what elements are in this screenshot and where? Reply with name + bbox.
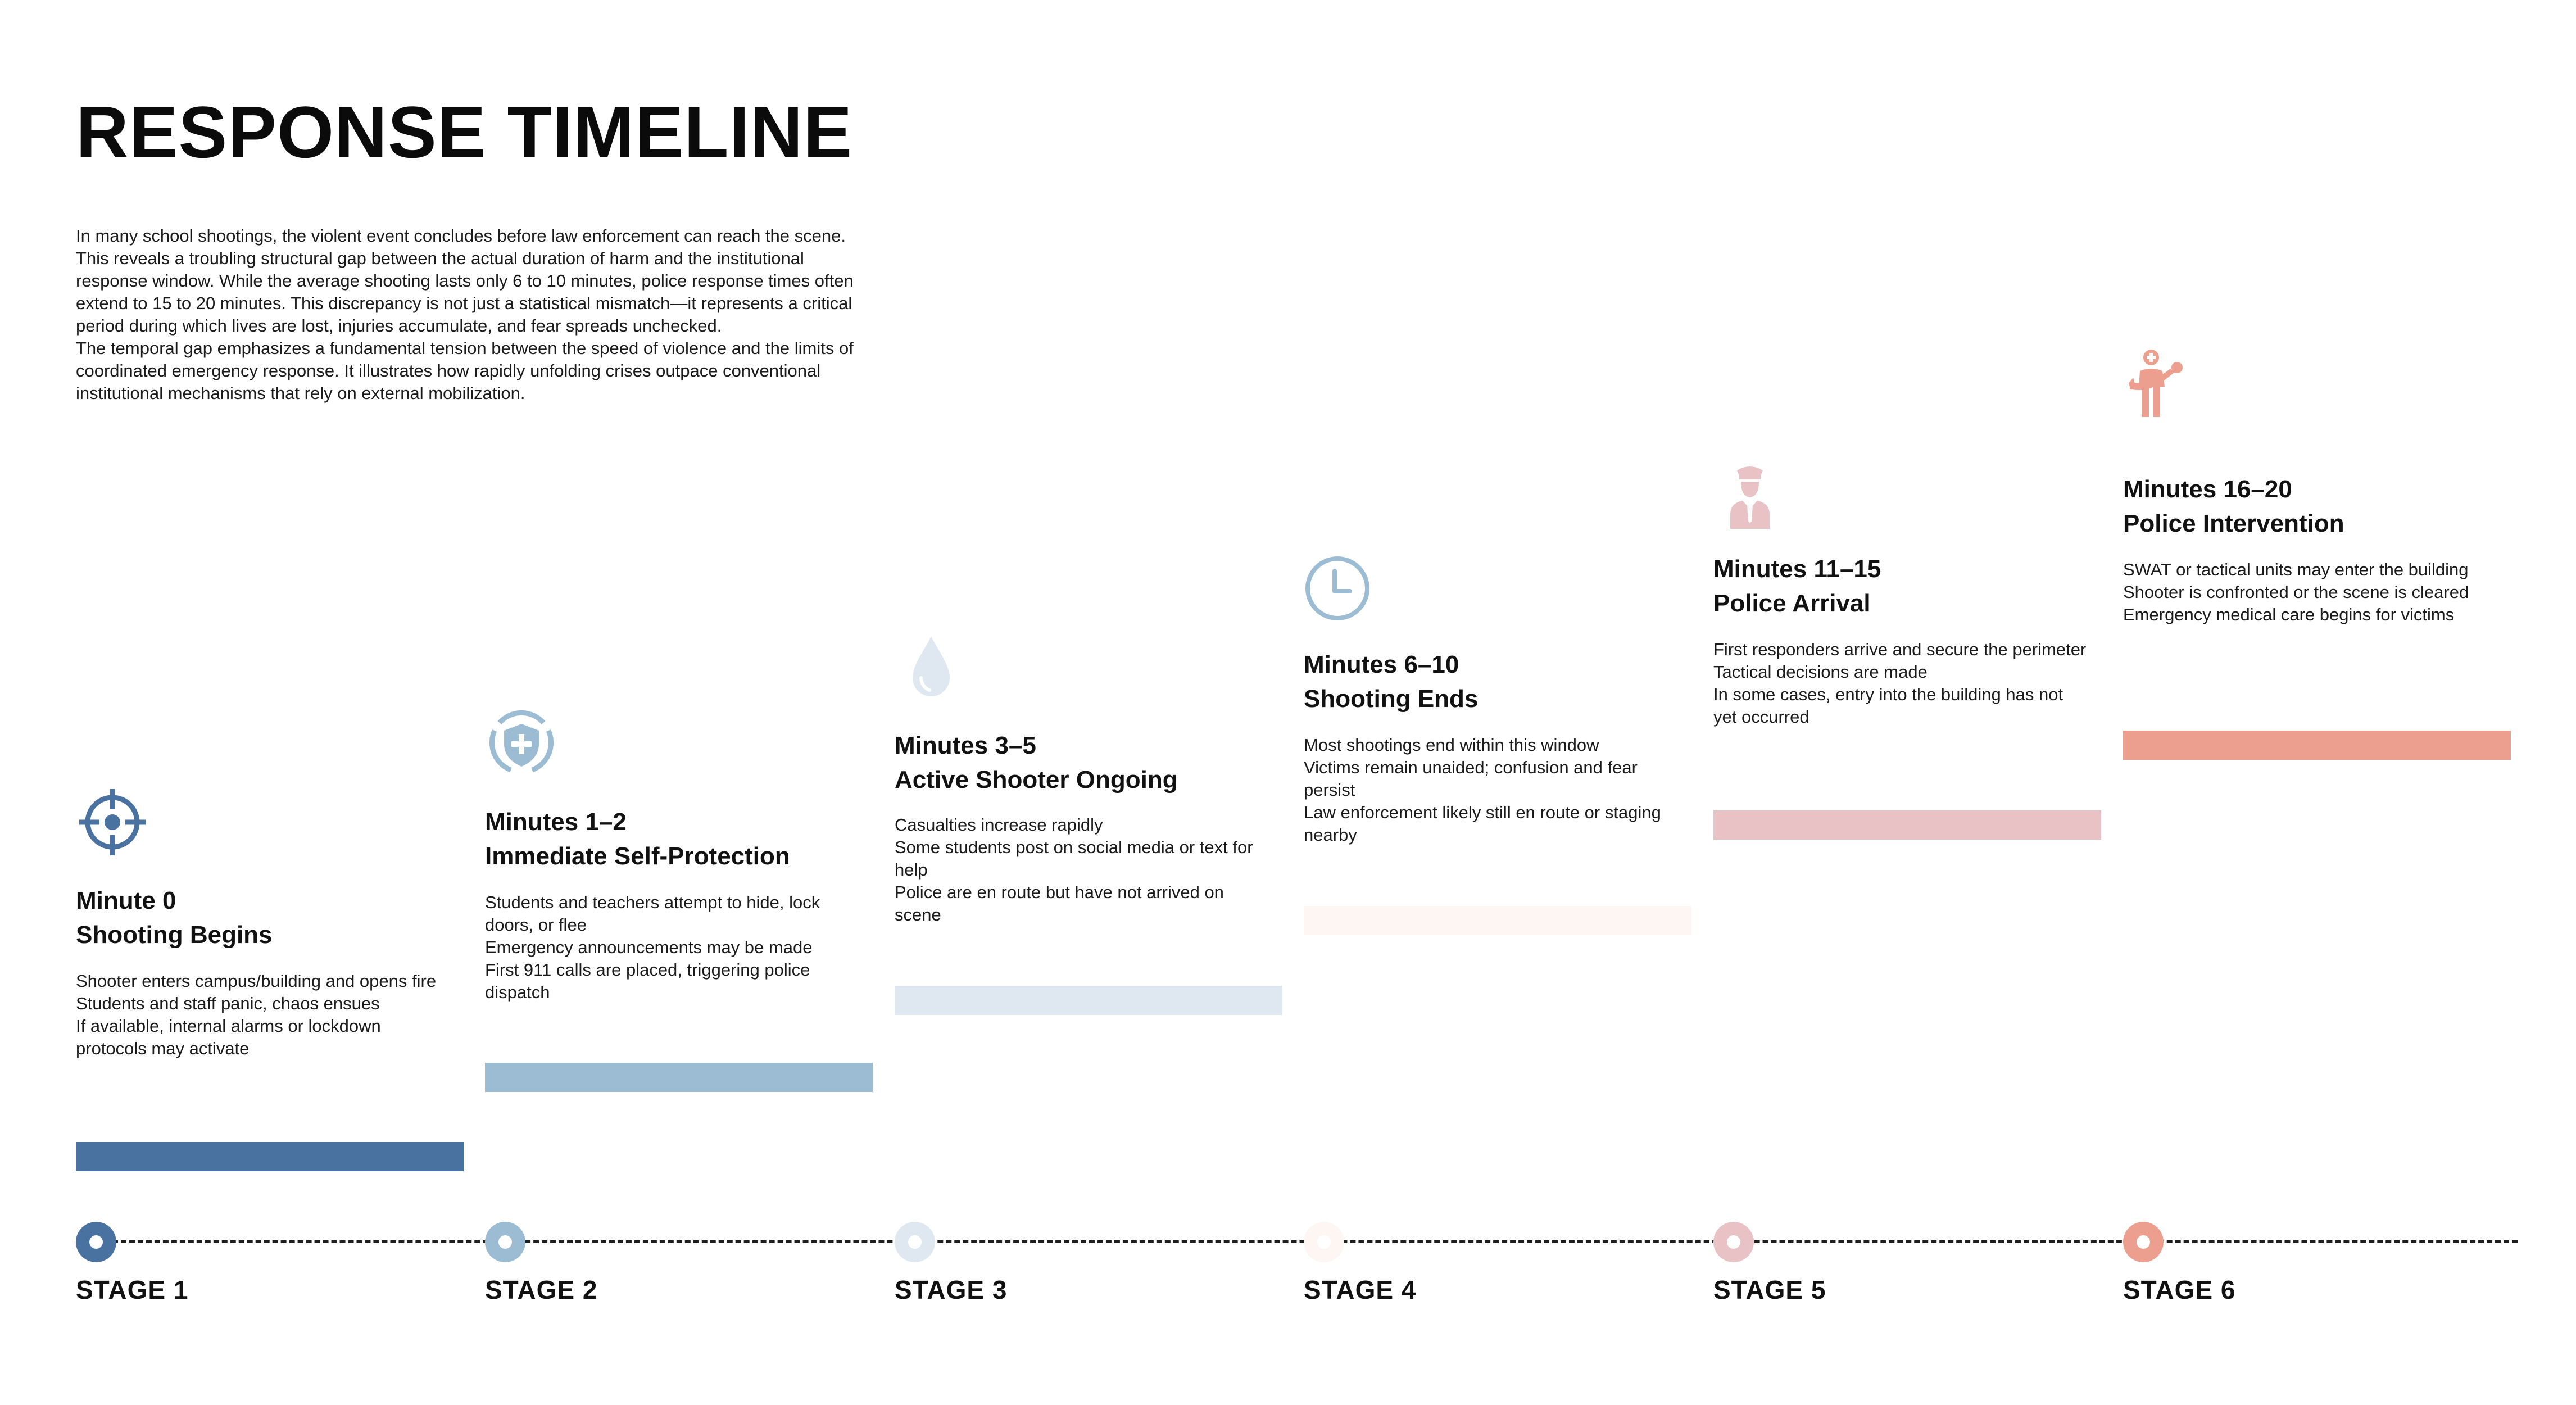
stage-6-heading — [2123, 472, 2516, 541]
stage-1-line-2: Students and staff panic, chaos ensues — [76, 994, 380, 1013]
stage-2-title: Immediate Self-Protection — [485, 842, 790, 870]
stage-6-title: Police Intervention — [2123, 510, 2344, 537]
stage-2-marker — [485, 1222, 525, 1262]
stage-5-marker-core — [1727, 1235, 1740, 1249]
stage-3-label: STAGE 3 — [895, 1275, 1008, 1304]
stage-2-marker-core — [498, 1235, 512, 1249]
stage-5-description — [1713, 638, 2101, 728]
stage-3-marker-core — [908, 1235, 922, 1249]
stage-6-label: STAGE 6 — [2123, 1275, 2236, 1304]
blood-drop-icon — [895, 632, 968, 705]
stage-4-time: Minutes 6–10 — [1304, 651, 1459, 678]
stage-5-line-4: yet occurred — [1713, 707, 1809, 727]
shield-cross-icon — [485, 707, 558, 780]
stage-4-line-4: Law enforcement likely still en route or staging — [1304, 803, 1661, 822]
stage-3-description — [895, 814, 1282, 926]
stage-5-line-3: In some cases, entry into the building has not — [1713, 685, 2063, 704]
stage-4-marker-core — [1317, 1235, 1331, 1249]
stage-3-title: Active Shooter Ongoing — [895, 766, 1178, 794]
stage-6-line-1: SWAT or tactical units may enter the building — [2123, 560, 2469, 579]
stage-2-line-2: doors, or flee — [485, 915, 587, 935]
stage-5-label: STAGE 5 — [1713, 1275, 1826, 1304]
rescuer-icon — [2123, 346, 2196, 419]
stage-3-bar — [895, 986, 1282, 1015]
stage-3-line-1: Casualties increase rapidly — [895, 815, 1103, 835]
stage-4-label: STAGE 4 — [1304, 1275, 1417, 1304]
stage-3-time: Minutes 3–5 — [895, 732, 1036, 759]
stage-4-line-5: nearby — [1304, 825, 1357, 845]
stage-1-marker-core — [89, 1235, 103, 1249]
stage-5-time: Minutes 11–15 — [1713, 555, 1881, 583]
stage-4-marker — [1304, 1222, 1344, 1262]
stage-4-description — [1304, 734, 1691, 846]
stage-3-line-2: Some students post on social media or text for — [895, 837, 1253, 857]
stage-4-title: Shooting Ends — [1304, 685, 1479, 713]
stage-5-heading — [1713, 552, 2107, 620]
stage-4-line-1: Most shootings end within this window — [1304, 735, 1599, 755]
stage-1-title: Shooting Begins — [76, 921, 273, 949]
stage-4-line-3: persist — [1304, 780, 1355, 800]
stage-1-description — [76, 970, 464, 1060]
stage-3-marker — [895, 1222, 935, 1262]
stage-5-marker — [1713, 1222, 1754, 1262]
stage-6-time: Minutes 16–20 — [2123, 475, 2292, 503]
stage-1-marker — [76, 1222, 116, 1262]
stage-1-line-3: If available, internal alarms or lockdown — [76, 1016, 381, 1036]
stage-2-time: Minutes 1–2 — [485, 808, 627, 836]
stage-3-line-5: scene — [895, 905, 941, 924]
stage-1-bar — [76, 1142, 464, 1171]
stage-1-heading — [76, 883, 469, 952]
stage-6-bar — [2123, 731, 2511, 760]
stage-3-line-4: Police are en route but have not arrived on — [895, 882, 1224, 902]
stage-1-line-4: protocols may activate — [76, 1039, 250, 1058]
stage-5-title: Police Arrival — [1713, 590, 1871, 617]
stage-5-bar — [1713, 810, 2101, 840]
stage-6-line-3: Emergency medical care begins for victims — [2123, 605, 2455, 624]
intro-paragraph-1: In many school shootings, the violent event concludes before law enforcement can reach the scene. This reveals a troubling structural gap between the actual duration of harm and the institutional response window. While the average shooting lasts only 6 to 10 minutes, police response times often extend to 15 to 20 minutes. This discrepancy is not just a statistical mismatch—it represents a critical period during which lives are lost, injuries accumulate, and fear spreads unchecked. — [76, 226, 854, 336]
stage-3-line-3: help — [895, 860, 928, 880]
stage-2-line-1: Students and teachers attempt to hide, lock — [485, 892, 820, 912]
stage-2-heading — [485, 805, 878, 873]
stage-1-label: STAGE 1 — [76, 1275, 189, 1304]
stage-1-line-1: Shooter enters campus/building and opens fire — [76, 971, 437, 991]
clock-icon — [1304, 552, 1377, 625]
police-officer-icon — [1713, 458, 1786, 531]
stage-2-bar — [485, 1063, 873, 1092]
stage-6-description — [2123, 559, 2511, 626]
stage-4-heading — [1304, 647, 1697, 716]
stage-6-marker-core — [2137, 1235, 2150, 1249]
stage-2-description — [485, 891, 873, 1004]
stage-3-heading — [895, 728, 1288, 797]
stage-2-line-3: Emergency announcements may be made — [485, 937, 813, 957]
stage-6-line-2: Shooter is confronted or the scene is cleared — [2123, 582, 2469, 602]
intro-paragraph-2: The temporal gap emphasizes a fundamental tension between the speed of violence and the limits of coordinated emergency response. It illustrates how rapidly unfolding crises outpace conventional institutional mechanisms that rely on external mobilization. — [76, 338, 854, 403]
stage-2-label: STAGE 2 — [485, 1275, 598, 1304]
stage-4-bar — [1304, 906, 1691, 935]
stage-2-line-4: First 911 calls are placed, triggering police — [485, 960, 810, 980]
stage-1-time: Minute 0 — [76, 887, 176, 914]
stage-4-line-2: Victims remain unaided; confusion and fear — [1304, 758, 1638, 777]
intro-text — [76, 225, 863, 405]
stage-6-marker — [2123, 1222, 2164, 1262]
page-title: RESPONSE TIMELINE — [76, 91, 853, 173]
stage-2-line-5: dispatch — [485, 982, 550, 1002]
stage-5-line-2: Tactical decisions are made — [1713, 662, 1928, 682]
stage-5-line-1: First responders arrive and secure the perimeter — [1713, 640, 2087, 659]
crosshair-icon — [76, 786, 149, 859]
